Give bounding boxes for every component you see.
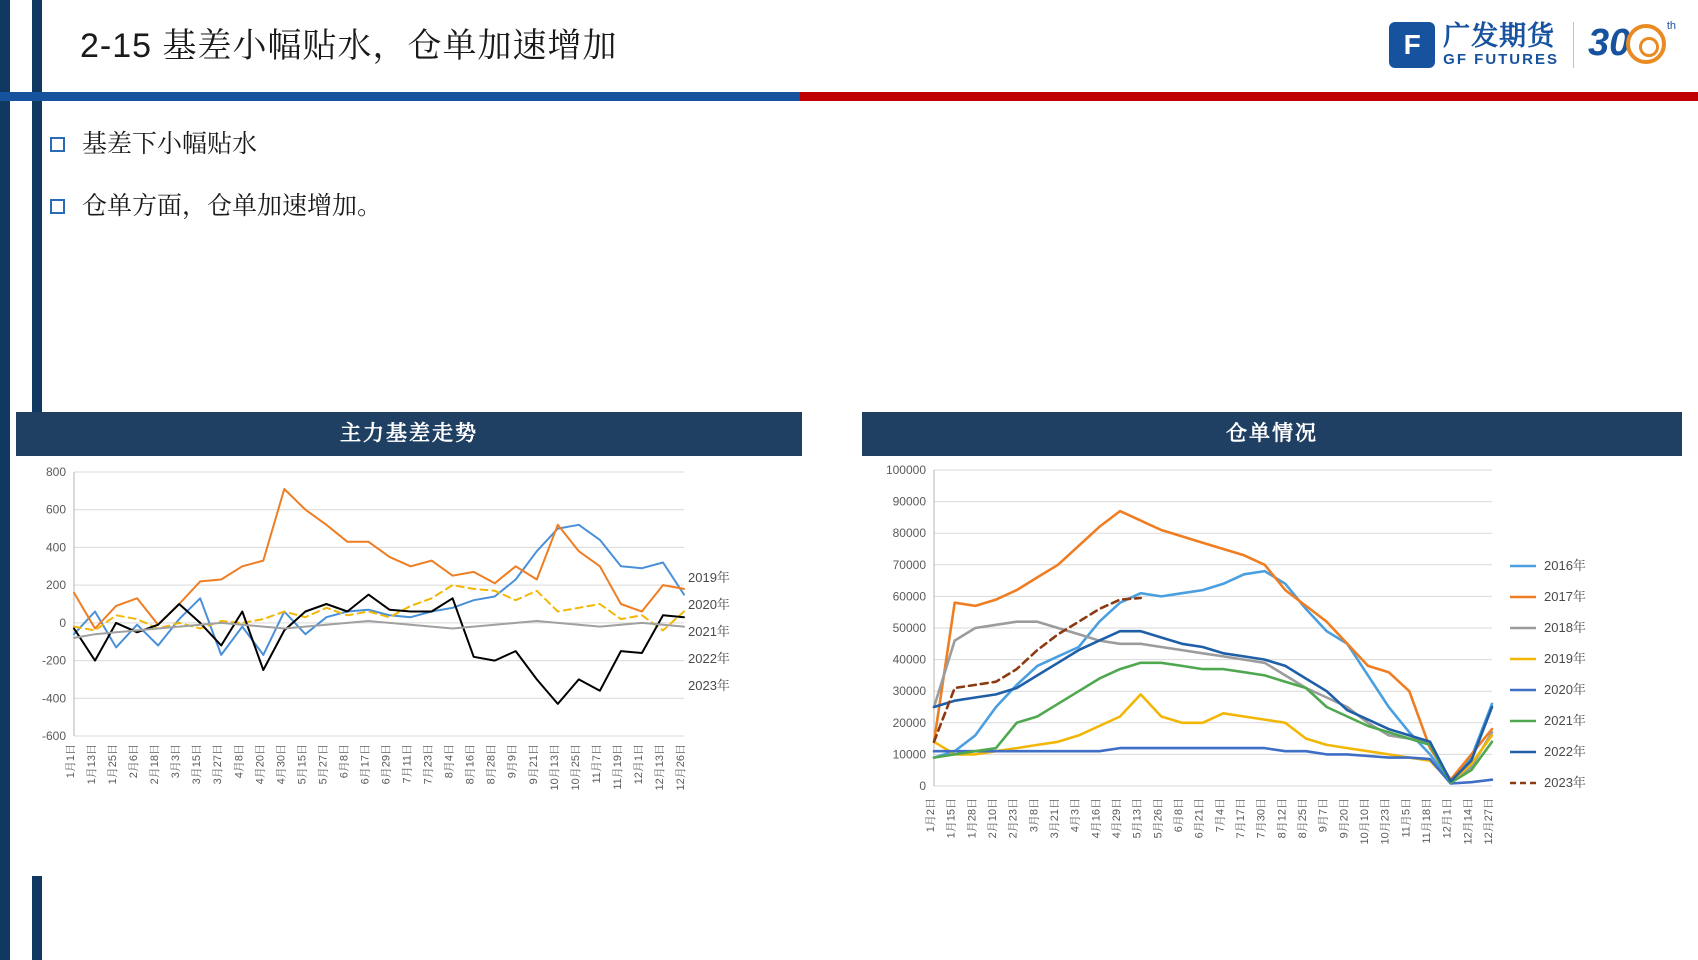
svg-text:40000: 40000	[892, 652, 926, 667]
svg-text:80000: 80000	[892, 526, 926, 541]
brand-logo	[1389, 14, 1674, 76]
svg-text:8月28日: 8月28日	[485, 744, 498, 785]
svg-text:2023年: 2023年	[1544, 775, 1586, 790]
svg-text:12月13日: 12月13日	[653, 744, 666, 791]
svg-text:1月28日: 1月28日	[966, 798, 979, 839]
anniversary-number: 30	[1588, 22, 1631, 64]
logo-divider	[1573, 22, 1574, 68]
svg-text:60000: 60000	[892, 589, 926, 604]
svg-text:100000: 100000	[885, 463, 926, 477]
svg-text:12月26日: 12月26日	[675, 744, 687, 791]
svg-text:400: 400	[45, 540, 66, 555]
svg-text:2月10日: 2月10日	[987, 798, 999, 839]
bullet-label: 基差下小幅贴水	[82, 130, 258, 158]
chart-plot-warrant	[862, 456, 1682, 936]
basis-chart-svg	[16, 456, 802, 876]
svg-text:9月20日: 9月20日	[1338, 798, 1351, 839]
svg-text:2月6日: 2月6日	[128, 744, 141, 779]
svg-text:5月13日: 5月13日	[1131, 798, 1144, 839]
svg-text:70000: 70000	[892, 557, 926, 572]
svg-text:6月17日: 6月17日	[359, 744, 372, 785]
svg-text:9月9日: 9月9日	[506, 744, 519, 779]
bullet-list	[50, 128, 1050, 252]
svg-text:10000: 10000	[892, 747, 926, 762]
svg-text:-200: -200	[41, 653, 66, 668]
svg-text:7月4日: 7月4日	[1214, 798, 1227, 833]
svg-text:2017年: 2017年	[1544, 589, 1586, 604]
svg-text:3月21日: 3月21日	[1049, 798, 1061, 839]
svg-text:2020年: 2020年	[688, 597, 730, 612]
svg-text:2019年: 2019年	[1544, 651, 1586, 666]
svg-text:8月16日: 8月16日	[464, 744, 477, 785]
svg-text:3月8日: 3月8日	[1028, 798, 1041, 833]
svg-text:0: 0	[919, 779, 926, 793]
svg-text:4月30日: 4月30日	[275, 744, 288, 785]
svg-text:600: 600	[45, 502, 66, 517]
svg-text:90000: 90000	[892, 494, 926, 509]
svg-text:5月27日: 5月27日	[317, 744, 330, 785]
chart-title-warrant: 仓单情况	[862, 412, 1682, 456]
svg-text:5月15日: 5月15日	[296, 744, 309, 785]
svg-text:10月23日: 10月23日	[1379, 798, 1392, 845]
svg-text:5月26日: 5月26日	[1152, 798, 1165, 839]
gf-logo-icon: F	[1389, 22, 1435, 68]
svg-text:10月10日: 10月10日	[1359, 798, 1371, 845]
svg-text:2022年: 2022年	[688, 651, 730, 666]
page-title: 2-15 基差小幅贴水，仓单加速增加	[80, 27, 618, 65]
svg-text:3月15日: 3月15日	[191, 744, 204, 785]
svg-text:4月20日: 4月20日	[254, 744, 267, 785]
svg-text:6月29日: 6月29日	[380, 744, 393, 785]
svg-text:-400: -400	[41, 691, 66, 706]
svg-text:7月30日: 7月30日	[1255, 798, 1268, 839]
svg-text:20000: 20000	[892, 715, 926, 730]
warrant-chart-svg	[862, 456, 1682, 936]
svg-text:-600: -600	[41, 729, 66, 743]
svg-text:12月14日: 12月14日	[1462, 798, 1475, 845]
svg-text:4月8日: 4月8日	[233, 744, 246, 779]
svg-text:6月21日: 6月21日	[1193, 798, 1206, 839]
svg-text:2月18日: 2月18日	[149, 744, 162, 785]
svg-text:3月27日: 3月27日	[212, 744, 225, 785]
svg-text:0: 0	[59, 615, 66, 630]
svg-text:2022年: 2022年	[1544, 744, 1586, 759]
anniversary-badge	[1588, 20, 1674, 70]
chart-plot-basis	[16, 456, 802, 876]
svg-text:200: 200	[45, 578, 66, 593]
list-item	[50, 128, 1050, 162]
svg-text:4月16日: 4月16日	[1090, 798, 1103, 839]
svg-text:11月18日: 11月18日	[1421, 798, 1433, 844]
svg-text:3月3日: 3月3日	[170, 744, 183, 779]
svg-text:2016年: 2016年	[1544, 558, 1586, 573]
list-item	[50, 190, 1050, 224]
svg-text:8月12日: 8月12日	[1276, 798, 1289, 839]
svg-text:2月23日: 2月23日	[1007, 798, 1020, 839]
svg-text:9月21日: 9月21日	[527, 744, 540, 785]
brand-name-en: GF FUTURES	[1443, 50, 1559, 68]
svg-text:12月1日: 12月1日	[632, 744, 645, 785]
svg-text:9月7日: 9月7日	[1317, 798, 1330, 833]
svg-text:1月25日: 1月25日	[107, 744, 120, 785]
svg-text:7月23日: 7月23日	[422, 744, 435, 785]
svg-text:12月1日: 12月1日	[1441, 798, 1454, 839]
svg-text:11月19日: 11月19日	[611, 744, 624, 790]
header-rule-red	[800, 92, 1698, 101]
svg-text:50000: 50000	[892, 621, 926, 635]
svg-text:7月17日: 7月17日	[1235, 798, 1247, 839]
svg-text:10月25日: 10月25日	[569, 744, 582, 791]
header-rule-blue	[0, 92, 800, 101]
svg-text:2020年: 2020年	[1544, 682, 1586, 697]
svg-text:2021年: 2021年	[1544, 713, 1586, 728]
svg-text:2023年: 2023年	[688, 678, 730, 693]
svg-text:4月3日: 4月3日	[1069, 798, 1082, 833]
svg-text:2018年: 2018年	[1544, 620, 1586, 635]
svg-text:11月7日: 11月7日	[590, 744, 603, 784]
svg-text:10月13日: 10月13日	[548, 744, 561, 791]
anniversary-suffix: th	[1666, 20, 1676, 32]
svg-text:1月13日: 1月13日	[86, 744, 99, 785]
svg-text:6月8日: 6月8日	[1173, 798, 1185, 833]
svg-text:1月1日: 1月1日	[65, 744, 77, 779]
slide-header	[42, 0, 1698, 92]
svg-text:2019年: 2019年	[688, 570, 730, 585]
svg-text:6月8日: 6月8日	[338, 744, 351, 779]
chart-panel-basis	[16, 412, 802, 876]
chart-panel-warrant	[862, 412, 1682, 936]
anniversary-ring-icon	[1626, 24, 1666, 64]
svg-text:11月5日: 11月5日	[1400, 798, 1413, 838]
bullet-label: 仓单方面，仓单加速增加。	[82, 191, 383, 220]
svg-text:7月11日: 7月11日	[401, 744, 414, 784]
svg-text:12月27日: 12月27日	[1483, 798, 1495, 845]
svg-text:8月4日: 8月4日	[443, 744, 456, 779]
svg-text:1月2日: 1月2日	[925, 798, 937, 833]
svg-text:4月29日: 4月29日	[1111, 798, 1123, 839]
chart-title-basis: 主力基差走势	[16, 412, 802, 456]
svg-text:8月25日: 8月25日	[1297, 798, 1309, 839]
brand-name-cn: 广发期货	[1443, 21, 1556, 52]
svg-text:30000: 30000	[892, 684, 926, 699]
svg-text:2021年: 2021年	[688, 624, 730, 639]
svg-text:1月15日: 1月15日	[945, 798, 958, 839]
bullet-square-icon	[50, 199, 65, 214]
svg-text:800: 800	[45, 465, 66, 479]
bullet-square-icon	[50, 137, 65, 152]
